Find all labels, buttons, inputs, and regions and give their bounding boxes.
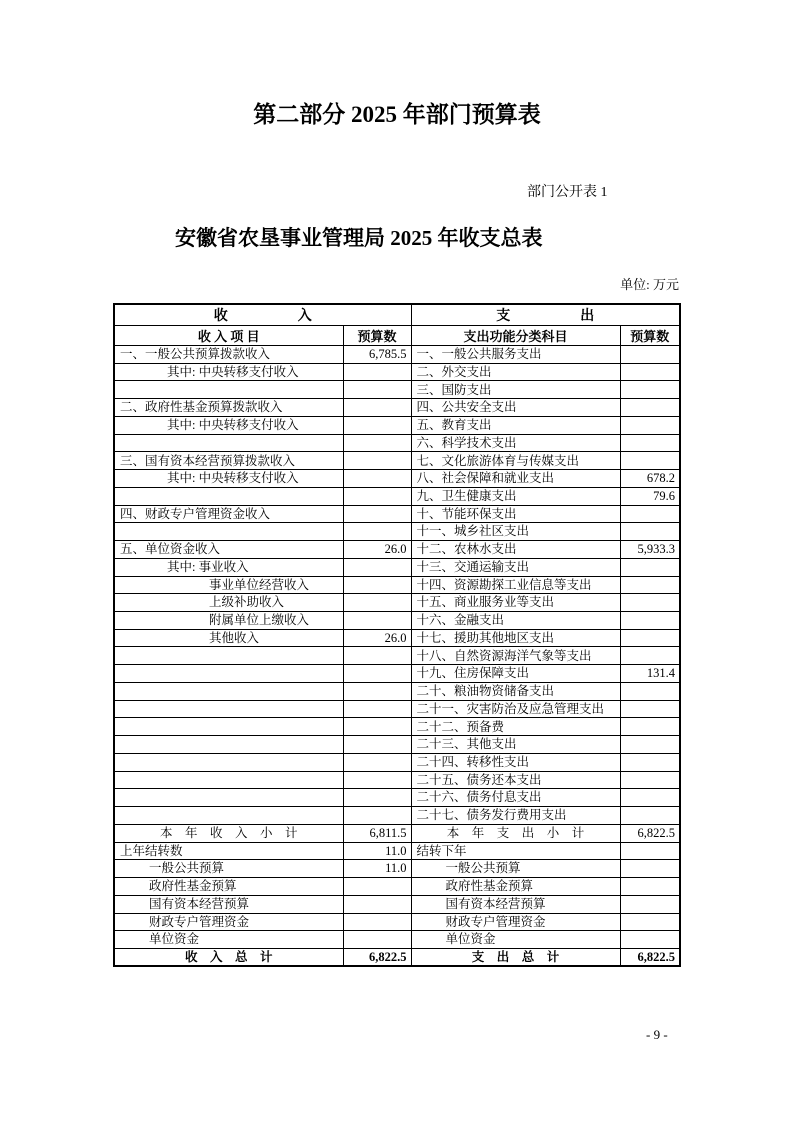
expense-item-cell: 本 年 支 出 小 计 (411, 824, 620, 842)
section-title: 第二部分 2025 年部门预算表 (253, 102, 541, 127)
table-row (114, 878, 680, 896)
table-row (114, 807, 680, 825)
income-item-cell: 财政专户管理资金 (114, 913, 343, 931)
table-row (114, 736, 680, 754)
expense-item-cell: 十八、自然资源海洋气象等支出 (411, 647, 620, 665)
income-amount-cell: 6,811.5 (343, 824, 411, 842)
expense-budget-header: 预算数 (620, 326, 680, 346)
income-amount-cell (343, 736, 411, 754)
table-row (114, 416, 680, 434)
expense-item-cell: 三、国防支出 (411, 381, 620, 399)
expense-amount-cell (620, 647, 680, 665)
income-amount-cell (343, 558, 411, 576)
income-amount-cell (343, 416, 411, 434)
table-label: 部门公开表 1 (527, 185, 608, 200)
income-budget-header: 预算数 (343, 326, 411, 346)
expense-item-cell: 九、卫生健康支出 (411, 487, 620, 505)
income-item-header: 收 入 项 目 (114, 326, 343, 346)
income-amount-cell (343, 665, 411, 683)
income-item-cell (114, 771, 343, 789)
table-row (114, 948, 680, 966)
income-amount-cell (343, 895, 411, 913)
table-body (114, 346, 680, 967)
expense-item-cell: 二十六、债务付息支出 (411, 789, 620, 807)
unit-note: 单位: 万元 (620, 277, 679, 292)
expense-item-cell: 十、节能环保支出 (411, 505, 620, 523)
income-item-cell (114, 682, 343, 700)
expense-amount-cell: 79.6 (620, 487, 680, 505)
table-row (114, 629, 680, 647)
income-amount-cell: 26.0 (343, 541, 411, 559)
expense-item-cell: 八、社会保障和就业支出 (411, 470, 620, 488)
table-row (114, 363, 680, 381)
expense-item-cell: 十五、商业服务业等支出 (411, 594, 620, 612)
table-row (114, 381, 680, 399)
expense-item-cell: 一般公共预算 (411, 860, 620, 878)
income-amount-cell (343, 753, 411, 771)
income-item-cell: 二、政府性基金预算拨款收入 (114, 399, 343, 417)
income-item-cell: 一般公共预算 (114, 860, 343, 878)
income-item-cell (114, 665, 343, 683)
report-title: 安徽省农垦事业管理局 2025 年收支总表 (175, 226, 543, 250)
column-header-row (114, 326, 680, 346)
expense-item-cell: 四、公共安全支出 (411, 399, 620, 417)
income-amount-cell (343, 647, 411, 665)
income-amount-cell: 11.0 (343, 860, 411, 878)
income-item-cell: 上年结转数 (114, 842, 343, 860)
table-row (114, 771, 680, 789)
table-row (114, 346, 680, 364)
income-amount-cell (343, 487, 411, 505)
expense-item-cell: 十六、金融支出 (411, 612, 620, 630)
expense-amount-cell (620, 523, 680, 541)
expense-item-cell: 国有资本经营预算 (411, 895, 620, 913)
expense-item-cell: 单位资金 (411, 931, 620, 949)
table-row (114, 647, 680, 665)
expense-amount-cell (620, 612, 680, 630)
income-item-cell: 上级补助收入 (114, 594, 343, 612)
table-row (114, 505, 680, 523)
expense-item-cell: 支 出 总 计 (411, 948, 620, 966)
table-row (114, 576, 680, 594)
income-item-cell: 收 入 总 计 (114, 948, 343, 966)
table-row (114, 700, 680, 718)
table-row (114, 842, 680, 860)
expense-amount-cell (620, 753, 680, 771)
expense-amount-cell (620, 842, 680, 860)
table-row (114, 931, 680, 949)
expense-amount-cell (620, 434, 680, 452)
expense-amount-cell (620, 895, 680, 913)
expense-item-cell: 二十二、预备费 (411, 718, 620, 736)
expense-amount-cell (620, 878, 680, 896)
income-item-cell: 其中: 事业收入 (114, 558, 343, 576)
expense-amount-cell (620, 789, 680, 807)
expense-amount-cell (620, 416, 680, 434)
income-amount-cell (343, 931, 411, 949)
income-group-header: 收 入 (114, 304, 411, 326)
income-amount-cell (343, 399, 411, 417)
table-row (114, 523, 680, 541)
expense-amount-cell (620, 594, 680, 612)
income-item-cell (114, 523, 343, 541)
expense-item-cell: 七、文化旅游体育与传媒支出 (411, 452, 620, 470)
income-item-cell: 其中: 中央转移支付收入 (114, 470, 343, 488)
income-item-cell: 政府性基金预算 (114, 878, 343, 896)
table-row (114, 399, 680, 417)
income-item-cell (114, 700, 343, 718)
income-amount-cell (343, 718, 411, 736)
expense-item-cell: 二十、粮油物资储备支出 (411, 682, 620, 700)
income-amount-cell (343, 594, 411, 612)
table-row (114, 718, 680, 736)
expense-amount-cell: 6,822.5 (620, 824, 680, 842)
income-item-cell (114, 434, 343, 452)
income-item-cell: 五、单位资金收入 (114, 541, 343, 559)
expense-item-cell: 十七、援助其他地区支出 (411, 629, 620, 647)
income-amount-cell (343, 913, 411, 931)
expense-amount-cell: 131.4 (620, 665, 680, 683)
table-row (114, 612, 680, 630)
expense-item-cell: 二十四、转移性支出 (411, 753, 620, 771)
table-row (114, 594, 680, 612)
income-amount-cell (343, 381, 411, 399)
table-row (114, 665, 680, 683)
income-amount-cell (343, 505, 411, 523)
expense-amount-cell (620, 700, 680, 718)
income-amount-cell (343, 470, 411, 488)
income-item-cell: 本 年 收 入 小 计 (114, 824, 343, 842)
income-amount-cell (343, 523, 411, 541)
income-amount-cell (343, 789, 411, 807)
income-amount-cell (343, 612, 411, 630)
income-item-cell (114, 789, 343, 807)
expense-amount-cell (620, 771, 680, 789)
page-number: - 9 - (646, 1027, 668, 1042)
expense-amount-cell (620, 807, 680, 825)
income-amount-cell (343, 576, 411, 594)
table-row (114, 753, 680, 771)
income-amount-cell: 26.0 (343, 629, 411, 647)
income-item-cell (114, 718, 343, 736)
expense-amount-cell (620, 629, 680, 647)
income-item-cell (114, 736, 343, 754)
income-item-cell (114, 647, 343, 665)
income-item-cell: 其他收入 (114, 629, 343, 647)
expense-amount-cell (620, 576, 680, 594)
table-row (114, 558, 680, 576)
table-row (114, 487, 680, 505)
income-amount-cell: 6,785.5 (343, 346, 411, 364)
income-item-cell (114, 487, 343, 505)
expense-amount-cell (620, 931, 680, 949)
income-item-cell: 三、国有资本经营预算拨款收入 (114, 452, 343, 470)
expense-item-header: 支出功能分类科目 (411, 326, 620, 346)
table-row (114, 452, 680, 470)
expense-item-cell: 十九、住房保障支出 (411, 665, 620, 683)
table-row (114, 860, 680, 878)
expense-amount-cell (620, 399, 680, 417)
income-amount-cell (343, 878, 411, 896)
income-item-cell (114, 381, 343, 399)
table-row (114, 541, 680, 559)
expense-item-cell: 二、外交支出 (411, 363, 620, 381)
expense-item-cell: 十四、资源勘探工业信息等支出 (411, 576, 620, 594)
income-item-cell: 其中: 中央转移支付收入 (114, 363, 343, 381)
expense-item-cell: 政府性基金预算 (411, 878, 620, 896)
income-amount-cell: 11.0 (343, 842, 411, 860)
expense-amount-cell (620, 682, 680, 700)
expense-amount-cell (620, 363, 680, 381)
expense-item-cell: 二十三、其他支出 (411, 736, 620, 754)
budget-table (113, 303, 681, 967)
table-row (114, 682, 680, 700)
income-amount-cell: 6,822.5 (343, 948, 411, 966)
income-amount-cell (343, 700, 411, 718)
expense-amount-cell (620, 381, 680, 399)
table-row (114, 913, 680, 931)
expense-amount-cell (620, 736, 680, 754)
table-row (114, 789, 680, 807)
expense-amount-cell (620, 452, 680, 470)
income-item-cell: 事业单位经营收入 (114, 576, 343, 594)
income-amount-cell (343, 452, 411, 470)
expense-amount-cell: 5,933.3 (620, 541, 680, 559)
table-row (114, 434, 680, 452)
expense-amount-cell (620, 913, 680, 931)
expense-item-cell: 五、教育支出 (411, 416, 620, 434)
expense-item-cell: 二十一、灾害防治及应急管理支出 (411, 700, 620, 718)
income-item-cell: 国有资本经营预算 (114, 895, 343, 913)
income-item-cell: 其中: 中央转移支付收入 (114, 416, 343, 434)
income-amount-cell (343, 807, 411, 825)
income-item-cell: 附属单位上缴收入 (114, 612, 343, 630)
income-amount-cell (343, 682, 411, 700)
table-row (114, 895, 680, 913)
income-amount-cell (343, 771, 411, 789)
group-header-row (114, 304, 680, 326)
table-row (114, 824, 680, 842)
expense-amount-cell: 678.2 (620, 470, 680, 488)
income-amount-cell (343, 434, 411, 452)
expense-amount-cell (620, 558, 680, 576)
income-item-cell: 一、一般公共预算拨款收入 (114, 346, 343, 364)
expense-item-cell: 十一、城乡社区支出 (411, 523, 620, 541)
expense-item-cell: 一、一般公共服务支出 (411, 346, 620, 364)
expense-amount-cell (620, 860, 680, 878)
income-item-cell (114, 753, 343, 771)
expense-amount-cell (620, 505, 680, 523)
income-item-cell: 单位资金 (114, 931, 343, 949)
table-row (114, 470, 680, 488)
income-item-cell (114, 807, 343, 825)
expense-group-header: 支 出 (411, 304, 680, 326)
expense-item-cell: 十二、农林水支出 (411, 541, 620, 559)
expense-item-cell: 二十五、债务还本支出 (411, 771, 620, 789)
expense-item-cell: 结转下年 (411, 842, 620, 860)
expense-amount-cell (620, 346, 680, 364)
income-amount-cell (343, 363, 411, 381)
income-item-cell: 四、财政专户管理资金收入 (114, 505, 343, 523)
expense-item-cell: 六、科学技术支出 (411, 434, 620, 452)
expense-amount-cell (620, 718, 680, 736)
expense-amount-cell: 6,822.5 (620, 948, 680, 966)
expense-item-cell: 十三、交通运输支出 (411, 558, 620, 576)
expense-item-cell: 财政专户管理资金 (411, 913, 620, 931)
expense-item-cell: 二十七、债务发行费用支出 (411, 807, 620, 825)
